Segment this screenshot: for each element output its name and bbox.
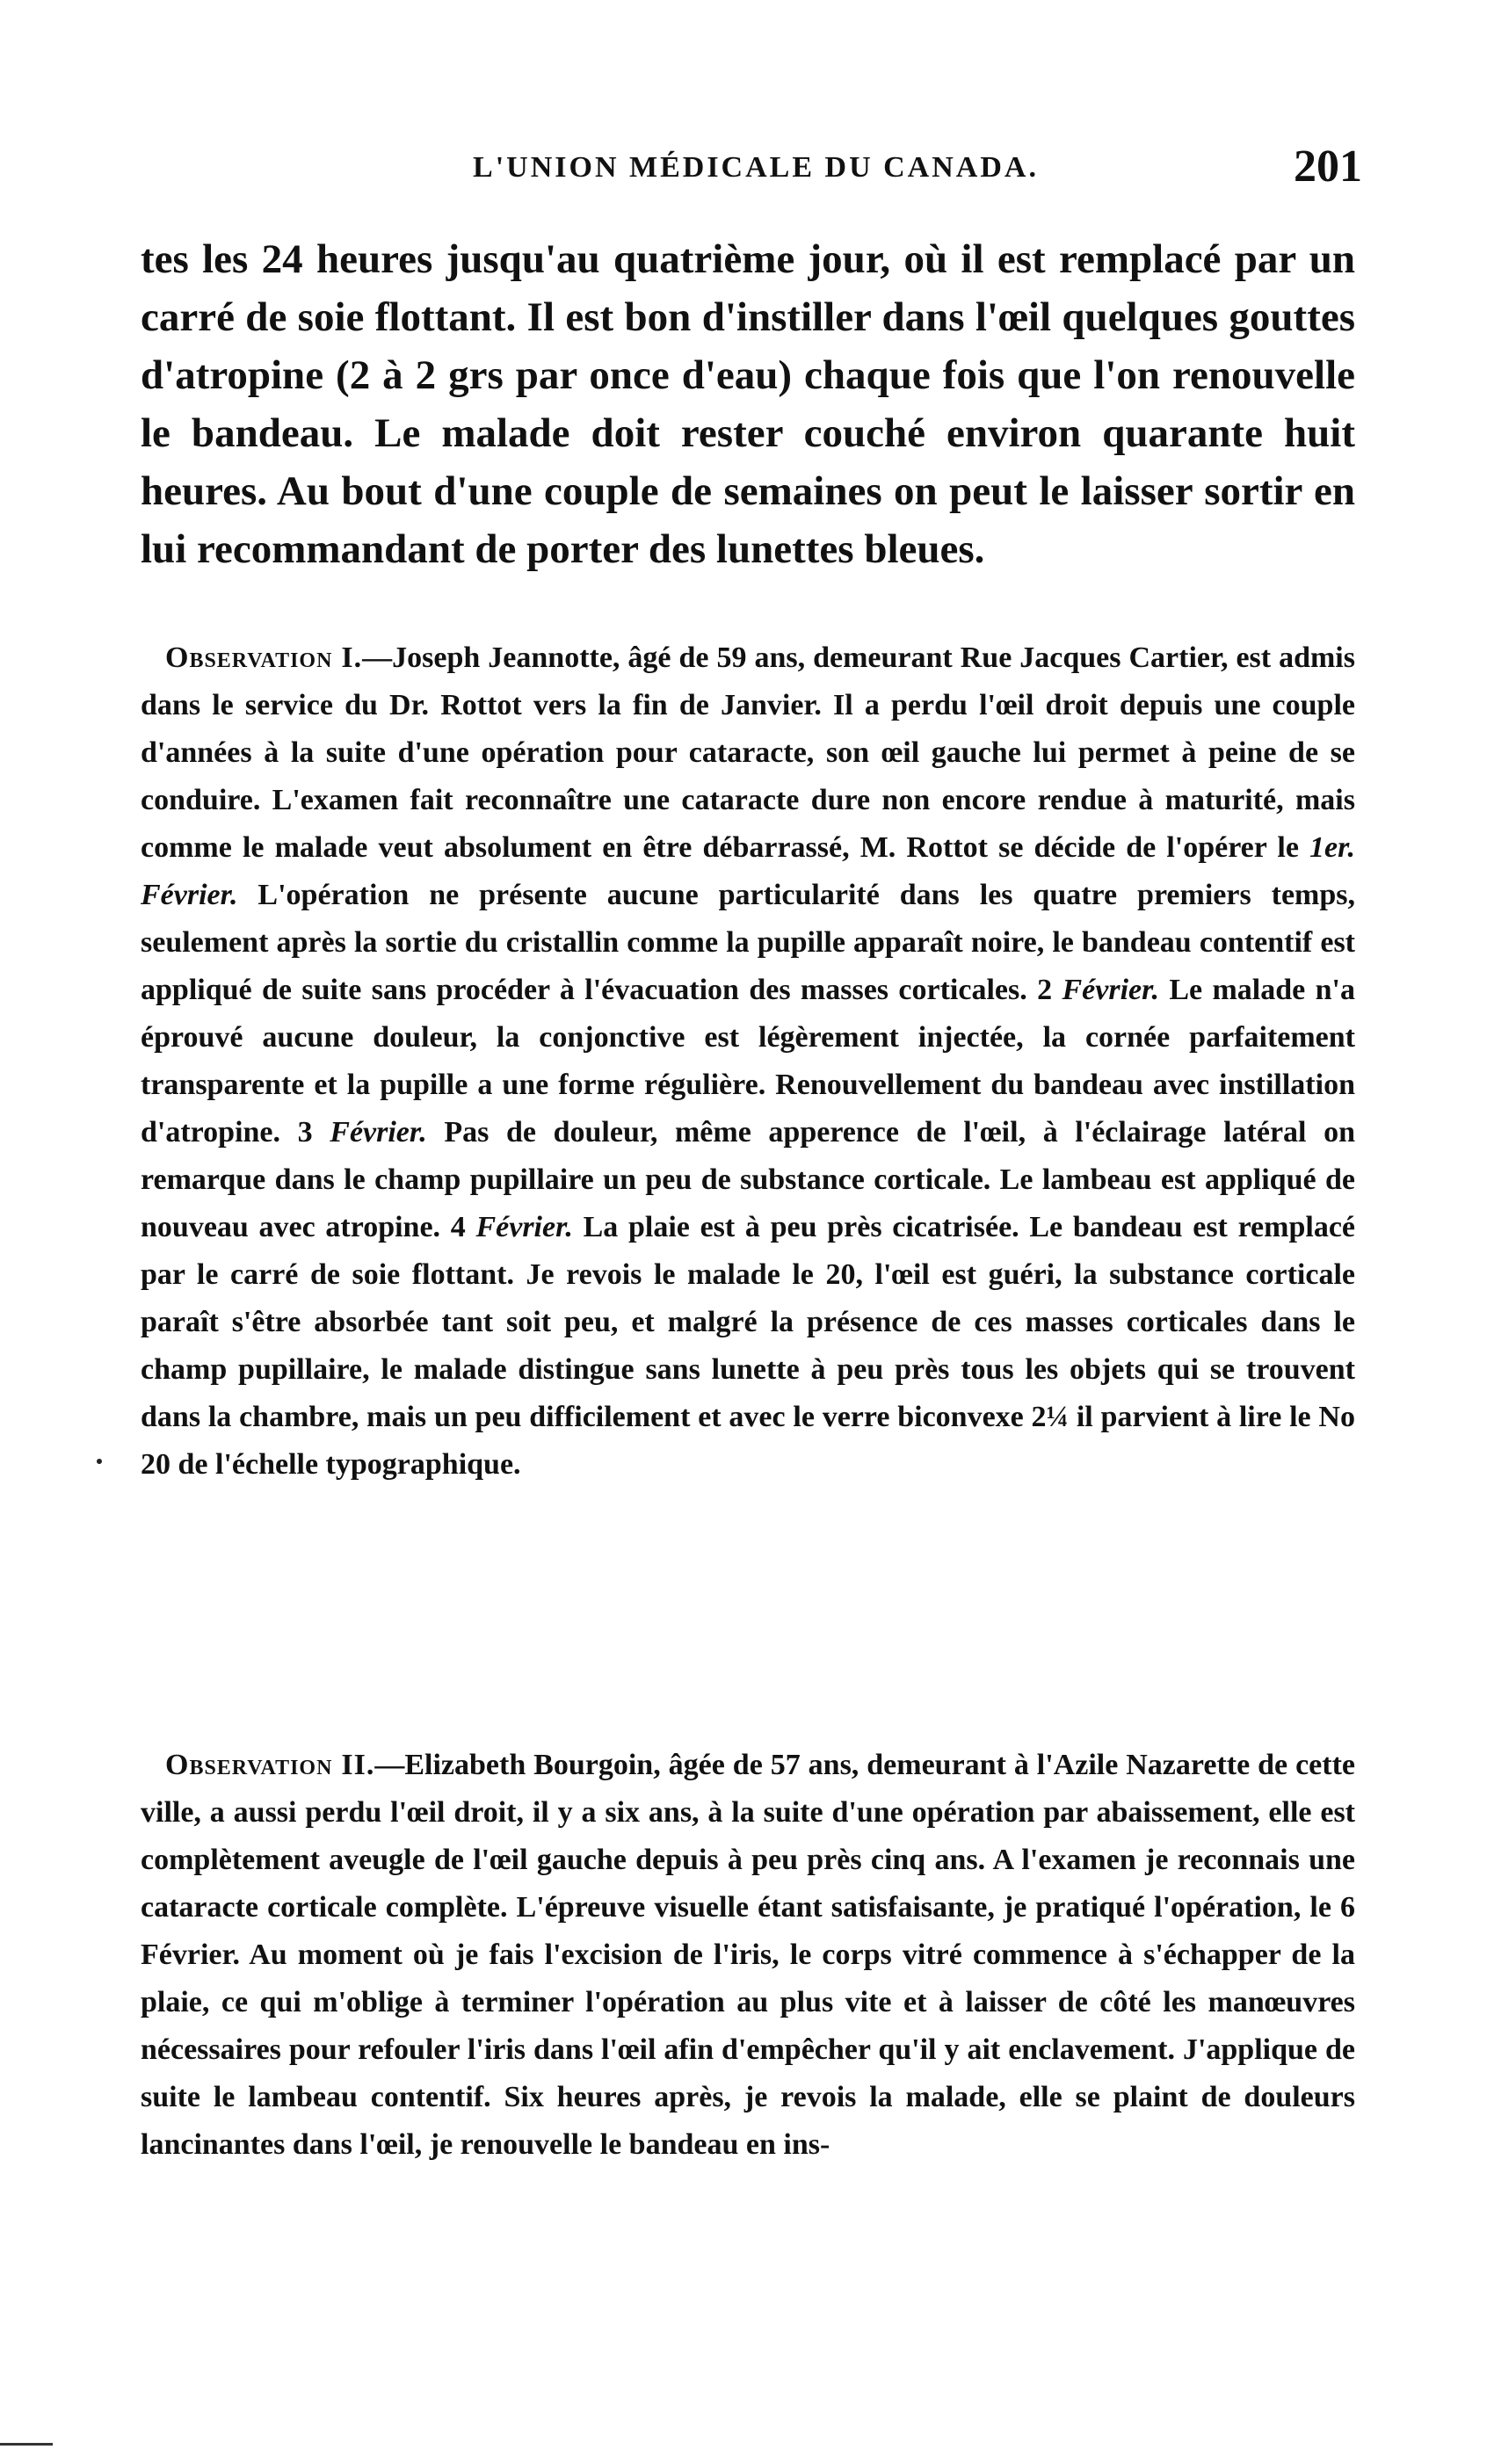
observation-1-text-1: —Joseph Jeannotte, âgé de 59 ans, demeurant Rue Jacques Cartier, est admis dans le service du Dr. Rottot vers la fin de Janvier. Il a perdu l'œil droit depuis une couple d'années à la suite d'une opération pour cataracte, son œil gauche lui permet à peine de se conduire. L'examen fait reconnaître une cataracte dure non encore rendue à maturité, mais comme le malade veut absolument en être débarrassé, M. Rottot se décide de l'opérer le [141, 641, 1355, 864]
observation-1-paragraph [141, 634, 1355, 1489]
observation-1 [141, 634, 1355, 1489]
observation-2-label: Observation II. [165, 1749, 375, 1781]
observation-1-date-4: Février. [475, 1211, 573, 1243]
observation-2-paragraph [141, 1742, 1355, 2169]
lead-paragraph [141, 230, 1355, 578]
observation-1-date-1: 1er. Février. [141, 831, 1355, 911]
observation-1-date-2: Février. [1062, 974, 1159, 1006]
margin-mark [97, 1459, 102, 1464]
bottom-rule [0, 2443, 53, 2446]
running-title: L'UNION MÉDICALE DU CANADA. [473, 151, 1039, 184]
observation-1-label: Observation I. [165, 641, 363, 674]
observation-1-date-3: Février. [330, 1116, 427, 1149]
observation-1-text-5: La plaie est à peu près cicatrisée. Le bandeau est remplacé par le carré de soie flottant. Je revois le malade le 20, l'œil est guéri, la substance corticale paraît s'être absorbée tant soit peu, et malgré la présence de ces masses corticales dans le champ pupillaire, le malade distingue sans lunette à peu près tous les objets qui se trouvent dans la chambre, mais un peu difficilement et avec le verre biconvexe 2¼ il parvient à lire le No 20 de l'échelle typographique. [141, 1211, 1356, 1481]
observation-1-text-4: Pas de douleur, même apperence de l'œil, à l'éclairage latéral on remarque dans le champ pupillaire un peu de substance corticale. Le lambeau est appliqué de nouveau avec atropine. 4 [141, 1116, 1356, 1243]
observation-2-text: —Elizabeth Bourgoin, âgée de 57 ans, demeurant à l'Azile Nazarette de cette ville, a aussi perdu l'œil droit, il y a six ans, à la suite d'une opération par abaissement, elle est complètement aveugle de l'œil gauche depuis à peu près cinq ans. A l'examen je reconnais une cataracte corticale complète. L'épreuve visuelle étant satisfaisante, je pratiqué l'opération, le 6 Février. Au moment où je fais l'excision de l'iris, le corps vitré commence à s'échapper de la plaie, ce qui m'oblige à terminer l'opération au plus vite et à laisser de côté les manœuvres nécessaires pour refouler l'iris dans l'œil afin d'empêcher qu'il y ait enclavement. J'applique de suite le lambeau contentif. Six heures après, je revois la malade, elle se plaint de douleurs lancinantes dans l'œil, je renouvelle le bandeau en ins- [141, 1749, 1355, 2161]
page-number: 201 [1294, 141, 1362, 192]
observation-1-text-2: L'opération ne présente aucune particularité dans les quatre premiers temps, seulement après la sortie du cristallin comme la pupille apparaît noire, le bandeau contentif est appliqué de suite sans procéder à l'évacuation des masses corticales. 2 [141, 879, 1355, 1006]
running-head [141, 141, 1371, 202]
observation-1-text-3: Le malade n'a éprouvé aucune douleur, la conjonctive est légèrement injectée, la cornée parfaitement transparente et la pupille a une forme régulière. Renouvellement du bandeau avec instillation d'atropine. 3 [141, 974, 1355, 1149]
observation-2 [141, 1742, 1355, 2169]
lead-paragraph-text: tes les 24 heures jusqu'au quatrième jour, où il est remplacé par un carré de soie flottant. Il est bon d'instiller dans l'œil quelques gouttes d'atropine (2 à 2 grs par once d'eau) chaque fois que l'on renouvelle le bandeau. Le malade doit rester couché environ quarante huit heures. Au bout d'une couple de semaines on peut le laisser sortir en lui recommandant de porter des lunettes bleues. [141, 236, 1355, 572]
